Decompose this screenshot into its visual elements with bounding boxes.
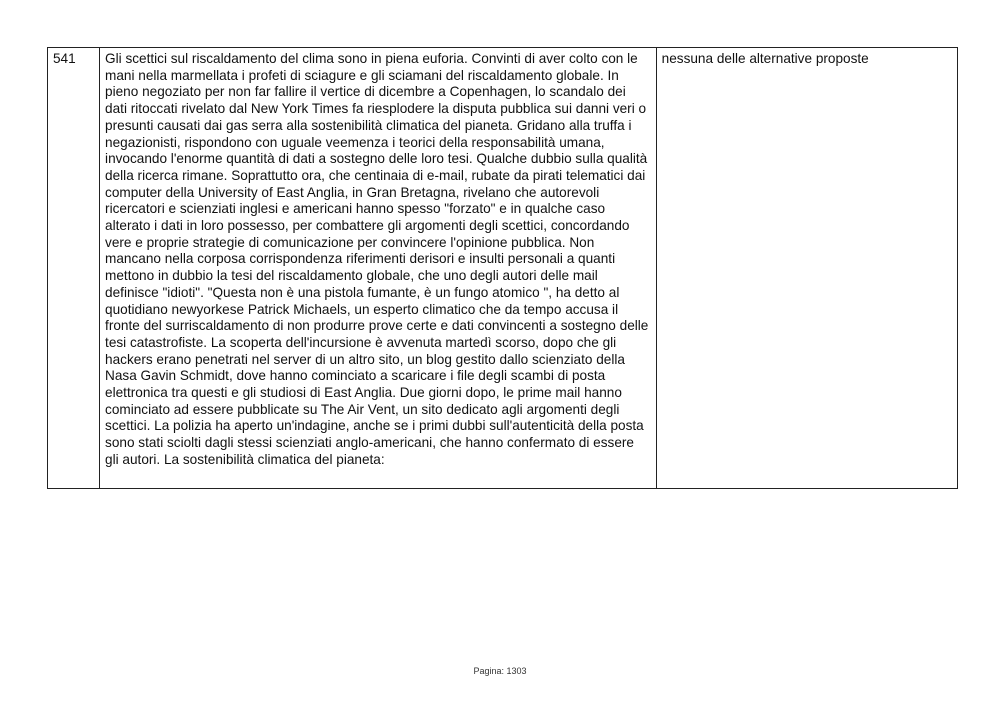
question-text: Gli scettici sul riscaldamento del clima sono in piena euforia. Convinti di aver colto con le mani nella marmellata i profeti di sciagure e gli sciamani del riscaldamento globale. In pieno negoziato per non far fallire il vertice di dicembre a Copenhagen, lo scandalo dei dati ritoccati rivelato dal New York Times fa riesplodere la disputa pubblica sui danni veri o presunti causati dai gas serra alla sostenibilità climatica del pianeta. Gridano alla truffa i negazionisti, rispondono con uguale veemenza i teorici della responsabilità umana, invocando l'enorme quantità di dati a sostegno delle loro tesi. Qualche dubbio sulla qualità della ricerca rimane. Soprattutto ora, che centinaia di e-mail, rubate da pirati telematici dai computer della University of East Anglia, in Gran Bretagna, rivelano che autorevoli ricercatori e scienziati inglesi e americani hanno spesso "forzato" e in qualche caso alterato i dati in loro possesso, per combattere gli argomenti degli scettici, concordando vere e proprie strategie di comunicazione per convincere l'opinione pubblica. Non mancano nella corposa corrispondenza riferimenti derisori e insulti personali a quanti mettono in dubbio la tesi del riscaldamento globale, che uno degli autori delle mail definisce "idioti". "Questa non è una pistola fumante, è un fungo atomico ", ha detto al quotidiano newyorkese Patrick Michaels, un esperto climatico che da tempo accusa il fronte del surriscaldamento di non produrre prove certe e dati convincenti a sostegno delle tesi catastrofiste. La scoperta dell'incursione è avvenuta martedì scorso, dopo che gli hackers erano penetrati nel server di un altro sito, un blog gestito dallo scienziato della Nasa Gavin Schmidt, dove hanno cominciato a scaricare i file degli scambi di posta elettronica tra questi e gli studiosi di East Anglia. Due giorni dopo, le prime mail hanno cominciato ad essere pubblicate su The Air Vent, un sito dedicato agli argomenti degli scettici. La polizia ha aperto un'indagine, anche se i primi dubbi sull'autenticità della posta sono stati sciolti dagli stessi scienziati anglo-americani, che hanno confermato di essere gli autori. La sostenibilità climatica del pianeta: <box>100 48 657 489</box>
table-row <box>48 48 958 489</box>
question-number: 541 <box>48 48 100 489</box>
question-table <box>47 47 958 489</box>
page-number: Pagina: 1303 <box>473 666 527 676</box>
answer-text: nessuna delle alternative proposte <box>656 48 957 489</box>
